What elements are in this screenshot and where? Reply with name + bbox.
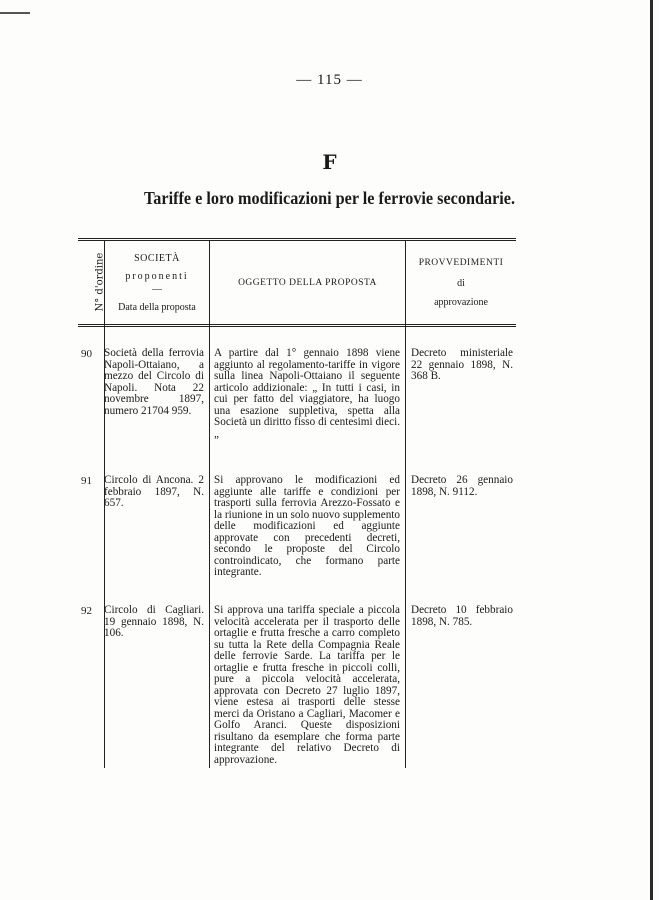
row-number: 90 bbox=[81, 348, 92, 360]
row-societa: Società della ferrovia Napoli-Ottaiano, a mezzo del Circolo di Napoli. Nota 22 novembre 1897, numero 21704 959. bbox=[104, 347, 204, 417]
header-approvazione: approvazione bbox=[434, 297, 488, 308]
row-societa: Circolo di Ancona. 2 febbraio 1897, N. 657. bbox=[104, 474, 204, 509]
page-number: — 115 — bbox=[296, 72, 363, 88]
header-proponenti: proponenti bbox=[125, 271, 189, 282]
header-di: di bbox=[457, 278, 465, 289]
header-bottom-rule-2 bbox=[78, 326, 516, 327]
row-provvedimento: Decreto 26 gennaio 1898, N. 9112. bbox=[411, 474, 513, 498]
section-title: Tariffe e loro modificazioni per le ferrovie secondarie. bbox=[143, 188, 515, 208]
column-divider bbox=[209, 240, 210, 768]
tariff-table bbox=[78, 238, 516, 768]
row-provvedimento: Decreto 10 febbraio 1898, N. 785. bbox=[411, 604, 513, 628]
row-oggetto: Si approva una tariffa speciale a piccola velocità accelerata per il trasporto delle ortaglie e frutta fresche a carro completo su tutta la Rete della Compagnia Reale delle ferrovie Sarde. La tariffa per le ortaglie e frutta fresche in piccoli colli, pure a piccola velocità accelerata, approvata con Decreto 27 luglio 1897, viene estesa ai trasporti delle stesse merci da Oristano a Cagliari, Macomer e Golfo Aranci. Queste disposizioni risultano da esemplare che forma parte integrante del relativo Decreto di approvazione. bbox=[214, 604, 400, 766]
row-provvedimento: Decreto ministeriale 22 gennaio 1898, N. 368 B. bbox=[411, 347, 513, 382]
row-number: 91 bbox=[81, 475, 92, 487]
header-dash: — bbox=[152, 284, 162, 295]
header-oggetto: OGGETTO DELLA PROPOSTA bbox=[238, 278, 377, 288]
header-provvedimenti: PROVVEDIMENTI bbox=[418, 258, 504, 268]
row-oggetto: A partire dal 1° gennaio 1898 viene aggiunto al regolamento-tariffe in vigore sulla linea Napoli-Ottaiano il seguente articolo addizionale: „ In tutti i casi, in cui per fatto del viaggiatore, ha luogo una esazione suppletiva, spetta alla Società un diritto fisso di centesimi dieci. „ bbox=[214, 347, 400, 440]
header-ordine: N° d'ordine bbox=[94, 252, 106, 312]
header-bottom-rule bbox=[78, 324, 516, 325]
column-divider bbox=[405, 240, 406, 768]
row-oggetto: Si approvano le modificazioni ed aggiunte alle tariffe e condizioni per trasporti sulla ferrovia Arezzo-Fossato e la riunione in un solo nuovo supplemento delle modificazioni ed aggiunte approvate con precedenti decreti, secondo le proposte del Circolo controindicato, che formano parte integrante. bbox=[214, 474, 400, 578]
header-data-proposta: Data della proposta bbox=[118, 302, 196, 313]
scan-edge bbox=[650, 0, 653, 900]
table-top-rule bbox=[78, 238, 516, 239]
scan-mark bbox=[0, 12, 30, 14]
header-societa: SOCIETÀ bbox=[134, 253, 180, 264]
section-letter: F bbox=[322, 150, 337, 174]
row-societa: Circolo di Cagliari. 19 gennaio 1898, N. 106. bbox=[104, 604, 204, 639]
table-top-rule-2 bbox=[78, 240, 516, 241]
row-number: 92 bbox=[81, 605, 92, 617]
